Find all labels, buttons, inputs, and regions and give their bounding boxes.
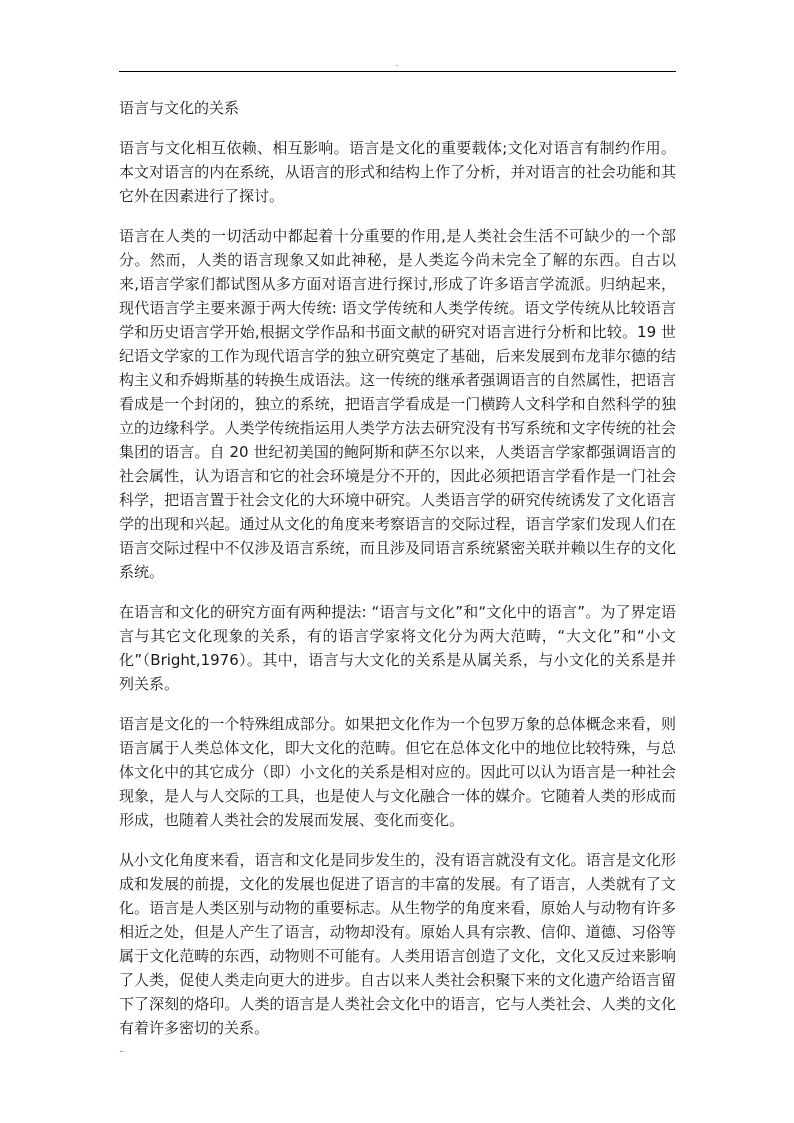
paragraph-language-traditions: 语言在人类的一切活动中都起着十分重要的作用,是人类社会生活不可缺少的一个部分。然而，人类的语言现象又如此神秘，是人类迄今尚未完全了解的东西。自古以来,语言学家们都试图从多方面对语言进行探讨,形成了许多语言学流派。归纳起来，现代语言学主要来源于两大传统: 语文学传统和人类学传统。语文学传统从比较语言学和历史语言学开始,根据文学作品和书面文献的研究对语言进行分析和比较。19 世纪语文学家的工作为现代语言学的独立研究奠定了基础，后来发展到布龙菲尔德的结构主义和乔姆斯基的转换生成语法。这一传统的继承者强调语言的自然属性，把语言看成是一个封闭的，独立的系统，把语言学看成是一门横跨人文科学和自然科学的独立的边缘科学。人类学传统指运用人类学方法去研究没有书写系统和文字传统的社会集团的语言。自 20 世纪初美国的鲍阿斯和萨丕尔以来，人类语言学家都强调语言的社会属性，认为语言和它的社会环境是分不开的，因此必须把语言学看作是一门社会科学，把语言置于社会文化的大环境中研究。人类语言学的研究传统诱发了文化语言学的出现和兴起。通过从文化的角度来考察语言的交际过程，语言学家们发现人们在语言交际过程中不仅涉及语言系统，而且涉及同语言系统紧密关联并赖以生存的文化系统。 [119, 227, 676, 581]
header-rule [119, 71, 676, 72]
header-marker: . [395, 59, 399, 68]
footer-marker: .. [119, 1045, 125, 1054]
document-body [119, 96, 676, 1056]
paragraph-two-views: 在语言和文化的研究方面有两种提法: “语言与文化”和“文化中的语言”。为了界定语言与其它文化现象的关系，有的语言学家将文化分为两大范畴，“大文化”和“小文化”（Bright,1976）。其中，语言与大文化的关系是从属关系，与小文化的关系是并列关系。 [119, 603, 676, 693]
paragraph-abstract: 语言与文化相互依赖、相互影响。语言是文化的重要载体;文化对语言有制约作用。本文对语言的内在系统，从语言的形式和结构上作了分析，并对语言的社会功能和其它外在因素进行了探讨。 [119, 139, 676, 205]
paragraph-big-culture: 语言是文化的一个特殊组成部分。如果把文化作为一个包罗万象的总体概念来看，则语言属于人类总体文化，即大文化的范畴。但它在总体文化中的地位比较特殊，与总体文化中的其它成分（即）小文化的关系是相对应的。因此可以认为语言是一种社会现象，是人与人交际的工具，也是使人与文化融合一体的媒介。它随着人类的形成而形成，也随着人类社会的发展而发展、变化而变化。 [119, 715, 676, 829]
document-title: 语言与文化的关系 [119, 99, 240, 117]
paragraph-small-culture: 从小文化角度来看，语言和文化是同步发生的，没有语言就没有文化。语言是文化形成和发展的前提，文化的发展也促进了语言的丰富的发展。有了语言，人类就有了文化。语言是人类区别与动物的重要标志。从生物学的角度来看，原始人与动物有许多相近之处，但是人产生了语言，动物却没有。原始人具有宗教、信仰、道德、习俗等属于文化范畴的东西，动物则不可能有。人类用语言创造了文化，文化又反过来影响了人类，促使人类走向更大的进步。自古以来人类社会积聚下来的文化遗产给语言留下了深刻的烙印。人类的语言是人类社会文化中的语言，它与人类社会、人类的文化有着许多密切的关系。 [119, 851, 676, 1037]
